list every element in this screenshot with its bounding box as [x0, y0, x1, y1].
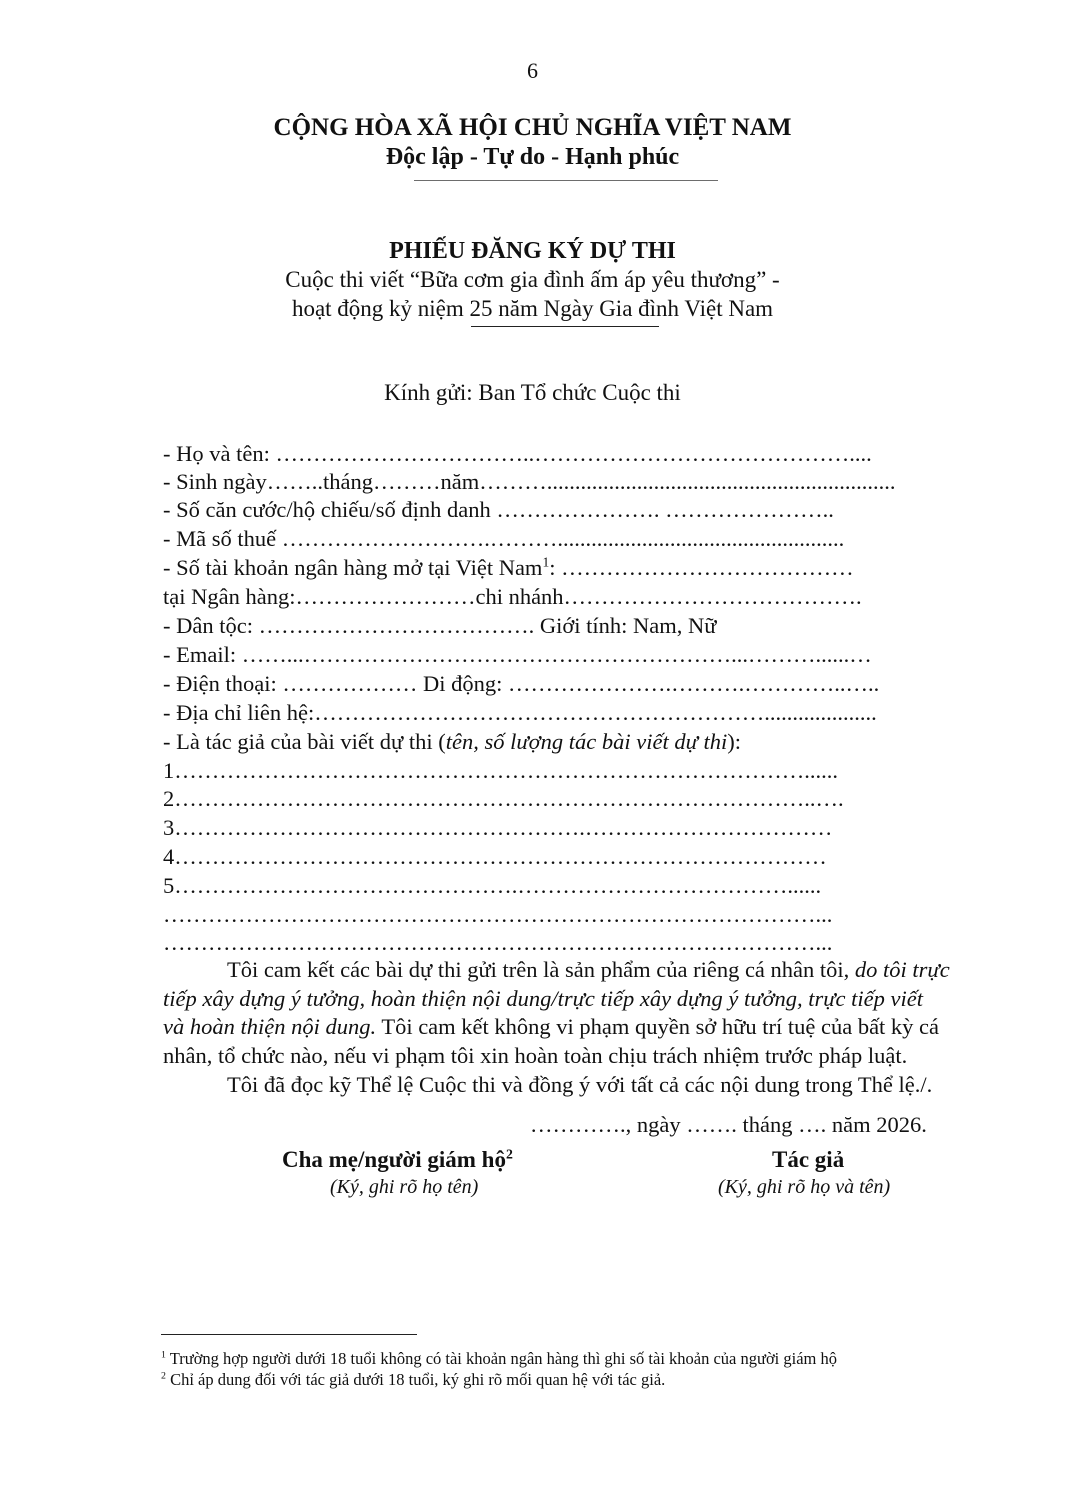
- bank-account-label: - Số tài khoản ngân hàng mở tại Việt Nam: [163, 555, 543, 580]
- form-subtitle-line-1: Cuộc thi viết “Bữa cơm gia đình ấm áp yêu thương” -: [285, 267, 780, 292]
- entry-line-5: 5……………………………………….………………………………......: [163, 873, 822, 898]
- commitment-line-5: Tôi đã đọc kỹ Thể lệ Cuộc thi và đồng ý với tất cả các nội dung trong Thể lệ./.: [227, 1072, 933, 1097]
- commitment-line-2-italic: tiếp xây dựng ý tưởng, hoàn thiện nội dung/trực tiếp xây dựng ý tưởng, trực tiếp viết: [163, 986, 923, 1011]
- entry-line-7: ……………………………………………………………………………...: [163, 930, 833, 955]
- national-title: CỘNG HÒA XÃ HỘI CHỦ NGHĨA VIỆT NAM: [273, 114, 792, 141]
- national-motto: Độc lập - Tự do - Hạnh phúc: [385, 144, 680, 170]
- guardian-title-text: Cha mẹ/người giám hộ: [282, 1147, 506, 1172]
- field-ethnicity-gender: - Dân tộc: ………………………………. Giới tính: Nam, Nữ: [163, 613, 717, 638]
- entry-line-3: 3……………………………………………….……………………………: [163, 815, 833, 840]
- footnote-ref-1: 1: [542, 554, 550, 570]
- footnote-1-text: Trường hợp người dưới 18 tuổi không có tài khoản ngân hàng thì ghi số tài khoản của người giám hộ: [165, 1349, 837, 1368]
- field-bank-account: [163, 554, 955, 582]
- motto-underline: [414, 180, 718, 181]
- field-full-name: - Họ và tên: ……………………………..……………………………………....: [163, 441, 872, 466]
- field-tax-code: - Mã số thuế ……………………….………...................................................: [163, 526, 845, 551]
- field-phone: - Điện thoại: ……………… Di động: ………………….……….…………..…..: [163, 671, 880, 696]
- entry-line-6: ……………………………………………………………………………...: [163, 902, 833, 927]
- field-author-entries-label: [163, 728, 955, 756]
- author-label-end: ):: [727, 729, 741, 754]
- author-label-note: tên, số lượng tác bài viết dự thi: [445, 729, 728, 754]
- commitment-line-1-text: Tôi cam kết các bài dự thi gửi trên là sản phẩm của riêng cá nhân tôi,: [227, 957, 855, 982]
- field-address: - Địa chỉ liên hệ:……………………………………………………....................: [163, 700, 877, 725]
- entry-line-2: 2…………………………………………………………………………..….: [163, 786, 844, 811]
- footnote-1: [161, 1349, 837, 1369]
- field-id-number: - Số căn cước/hộ chiếu/số định danh …………………. …………………..: [163, 497, 834, 522]
- form-subtitle-line-2: hoạt động kỷ niệm 25 năm Ngày Gia đình Việt Nam: [291, 296, 774, 321]
- author-label: - Là tác giả của bài viết dự thi (: [163, 729, 446, 754]
- date-line: …………., ngày ……. tháng …. năm 2026.: [530, 1112, 927, 1137]
- footnote-ref-2: 2: [505, 1146, 513, 1162]
- commitment-line-3-text: Tôi cam kết không vi phạm quyền sở hữu trí tuệ của bất kỳ cá: [376, 1014, 940, 1039]
- field-bank-branch: tại Ngân hàng:……………………chi nhánh………………………………….: [163, 584, 862, 609]
- guardian-signature-note: (Ký, ghi rõ họ tên): [330, 1176, 479, 1198]
- author-signature-title: Tác giả: [772, 1147, 845, 1172]
- footnote-2-text: Chỉ áp dung đối với tác giả dưới 18 tuổi, ký ghi rõ mối quan hệ với tác giả.: [165, 1370, 666, 1389]
- bank-account-dots: : …………………………………: [549, 555, 854, 580]
- footnote-1-mark: 1: [161, 1349, 166, 1361]
- entry-line-4: 4……………………………………………………………………………: [163, 844, 827, 869]
- field-birth-date: - Sinh ngày……..tháng………năm………..............................................................: [163, 469, 896, 494]
- recipient-line: Kính gửi: Ban Tổ chức Cuộc thi: [384, 380, 681, 405]
- commitment-line-2: [163, 985, 973, 1013]
- subtitle-underline: [471, 326, 659, 327]
- author-signature-note: (Ký, ghi rõ họ và tên): [718, 1176, 891, 1198]
- footnote-2-mark: 2: [161, 1370, 166, 1382]
- commitment-line-3-italic: và hoàn thiện nội dung.: [163, 1014, 377, 1039]
- commitment-line-4: nhân, tổ chức nào, nếu vi phạm tôi xin hoàn toàn chịu trách nhiệm trước pháp luật.: [163, 1043, 908, 1068]
- commitment-line-1-italic: do tôi trực: [854, 957, 950, 982]
- page-number: 6: [527, 58, 538, 83]
- form-title: PHIẾU ĐĂNG KÝ DỰ THI: [389, 238, 676, 264]
- field-email: - Email: ……...…………………………………………………...………......…: [163, 642, 872, 667]
- commitment-line-1: [227, 956, 973, 984]
- guardian-signature-title: [282, 1147, 513, 1173]
- footnote-separator: [161, 1334, 417, 1335]
- footnote-2: [161, 1370, 665, 1390]
- entry-line-1: 1…………………………………………………………………………......: [163, 758, 838, 783]
- commitment-line-3: [163, 1013, 973, 1041]
